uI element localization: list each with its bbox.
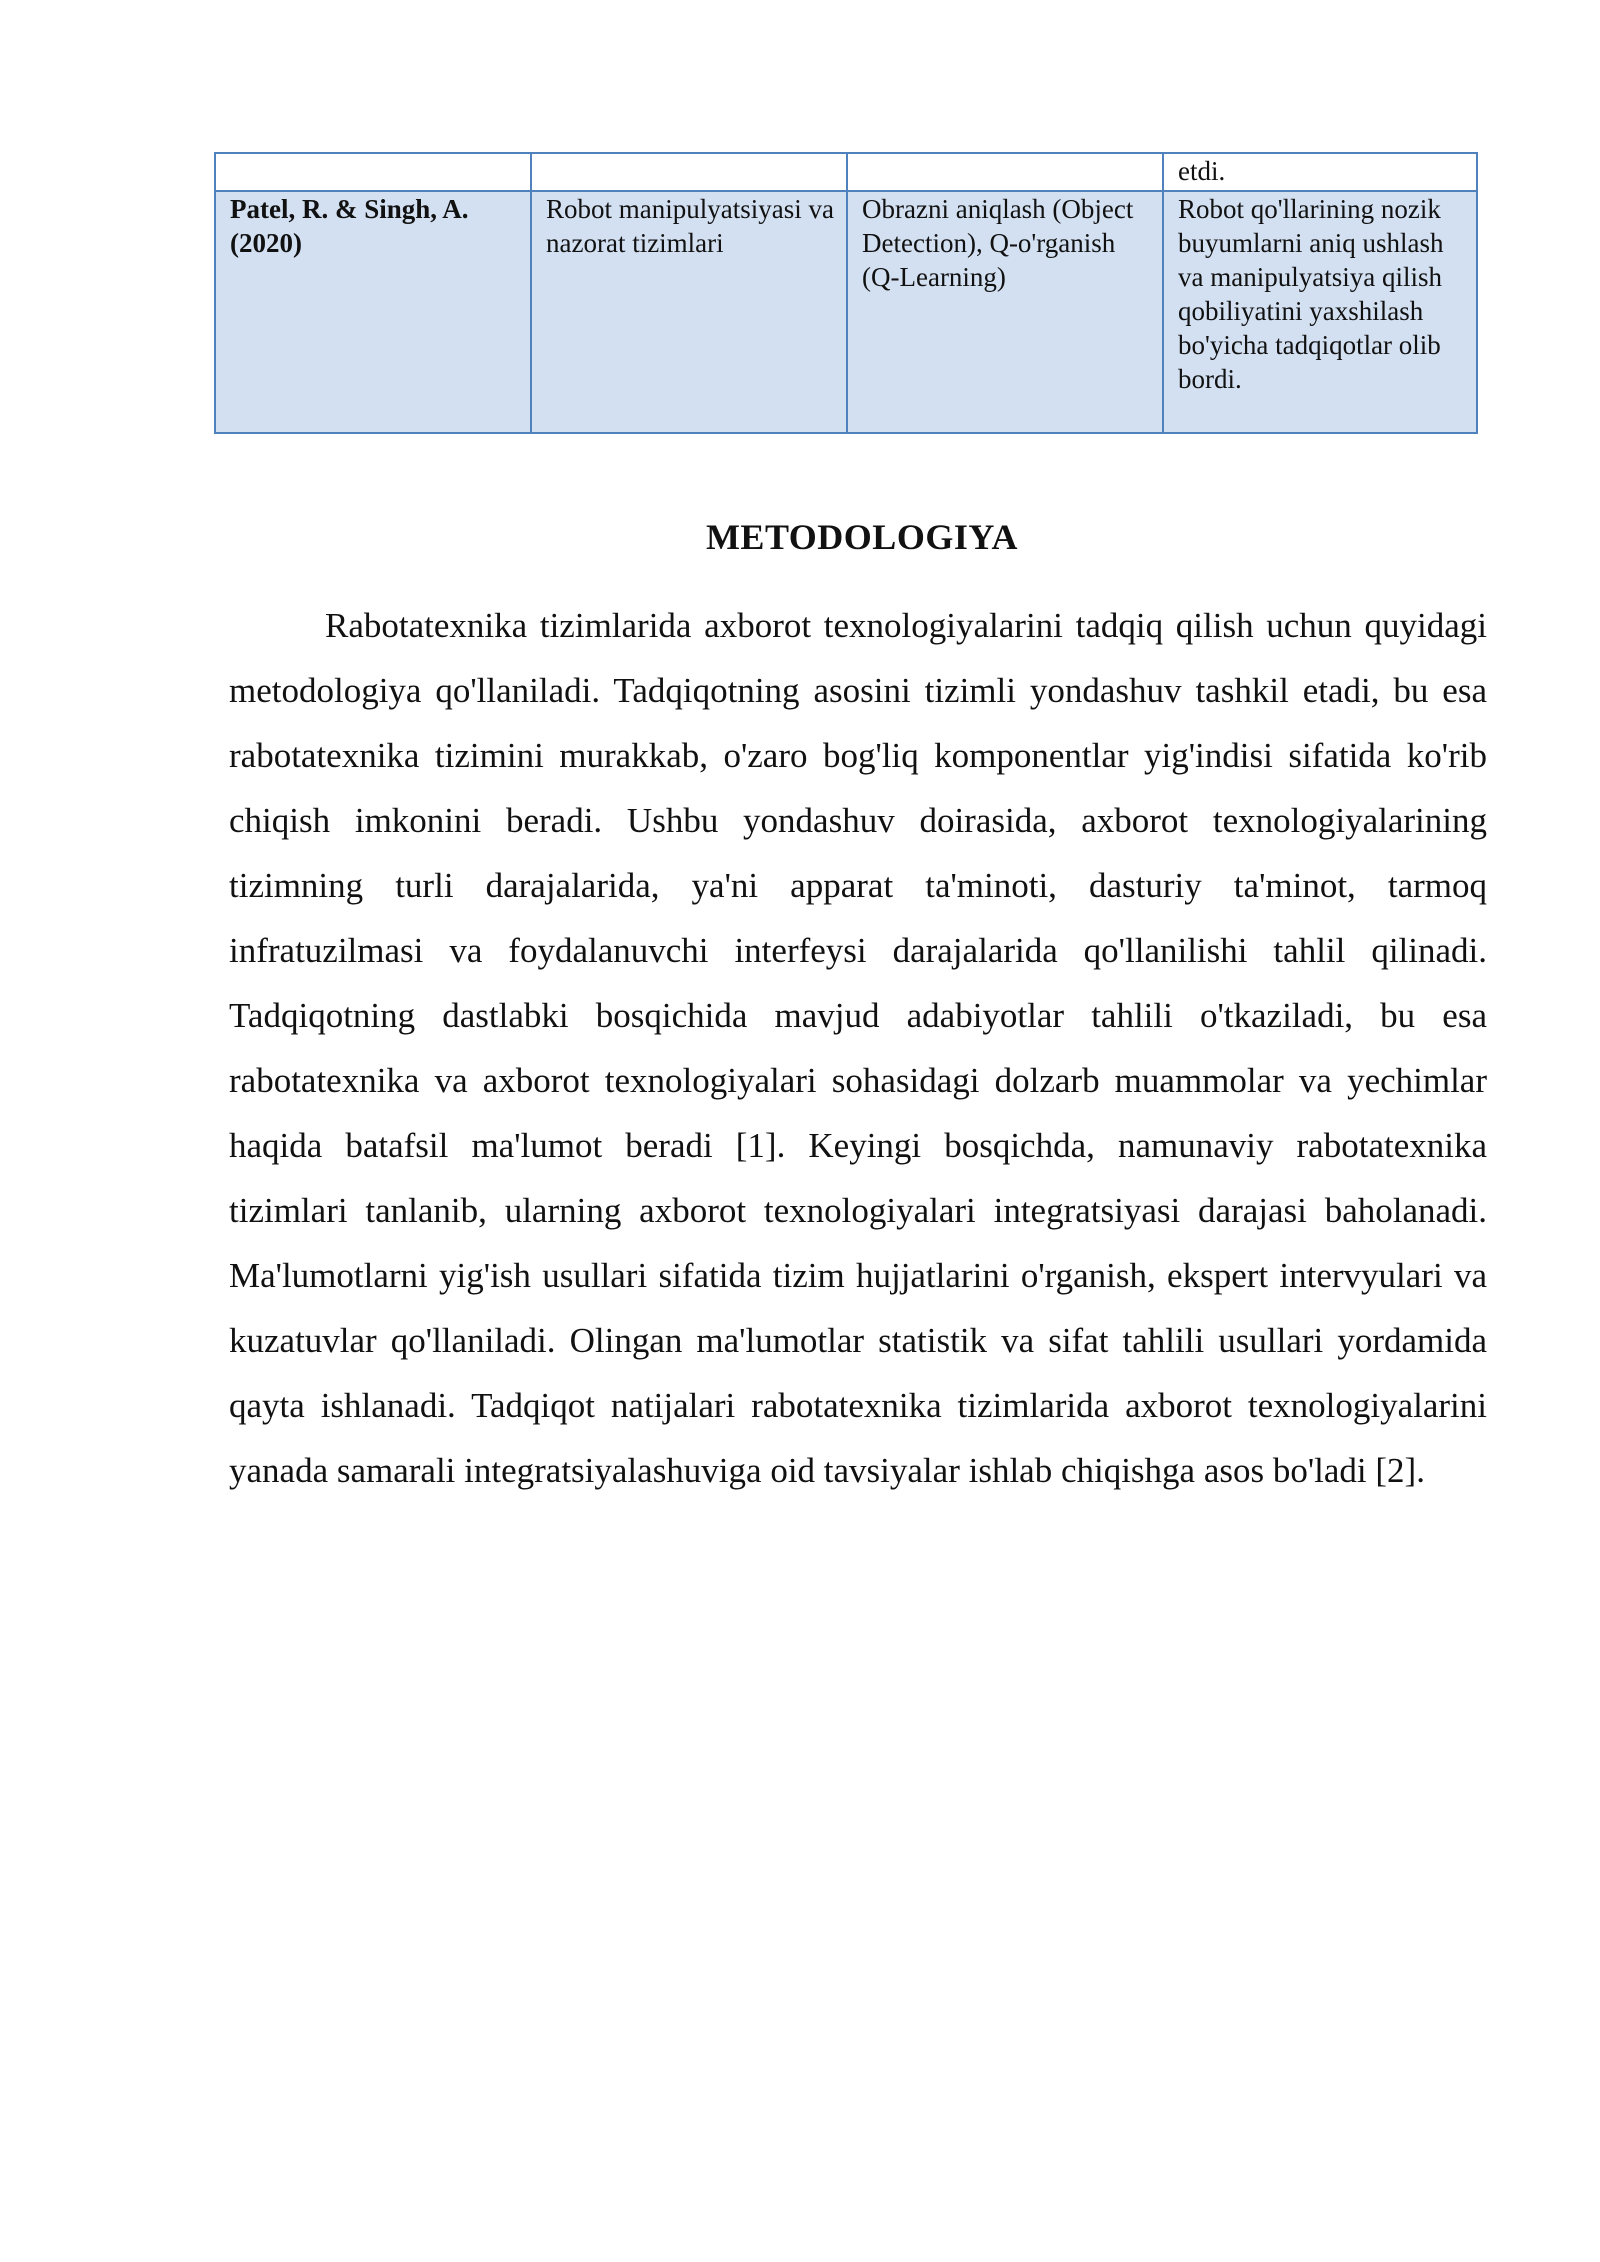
table-cell [847,153,1163,191]
table-cell: etdi. [1163,153,1477,191]
literature-table [214,152,1478,434]
table-cell-author: Patel, R. & Singh, A. (2020) [215,191,531,433]
table-cell [215,153,531,191]
body-paragraph: Rabotatexnika tizimlarida axborot texnologiyalarini tadqiq qilish uchun quyidagi metodologiya qo'llaniladi. Tadqiqotning asosini tizimli yondashuv tashkil etadi, bu esa rabotatexnika tizimini murakkab, o'zaro bog'liq komponentlar yig'indisi sifatida ko'rib chiqish imkonini beradi. Ushbu yondashuv doirasida, axborot texnologiyalarining tizimning turli darajalarida, ya'ni apparat ta'minoti, dasturiy ta'minot, tarmoq infratuzilmasi va foydalanuvchi interfeysi darajalarida qo'llanilishi tahlil qilinadi. Tadqiqotning dastlabki bosqichida mavjud adabiyotlar tahlili o'tkaziladi, bu esa rabotatexnika va axborot texnologiyalari sohasidagi dolzarb muammolar va yechimlar haqida batafsil ma'lumot beradi [1]. Keyingi bosqichda, namunaviy rabotatexnika tizimlari tanlanib, ularning axborot texnologiyalari integratsiyasi darajasi baholanadi. Ma'lumotlarni yig'ish usullari sifatida tizim hujjatlarini o'rganish, ekspert intervyulari va kuzatuvlar qo'llaniladi. Olingan ma'lumotlar statistik va sifat tahlili usullari yordamida qayta ishlanadi. Tadqiqot natijalari rabotatexnika tizimlarida axborot texnologiyalarini yanada samarali integratsiyalashuviga oid tavsiyalar ishlab chiqishga asos bo'ladi [2]. [229,606,1487,1490]
table-cell [531,153,847,191]
table-row [215,191,1477,433]
table-row-continuation [215,153,1477,191]
table-cell-field: Robot manipulyatsiyasi va nazorat tizimlari [531,191,847,433]
section-heading: METODOLOGIYA [705,517,1019,557]
table-cell-result: Robot qo'llarining nozik buyumlarni aniq ushlash va manipulyatsiya qilish qobiliyatini yaxshilash bo'yicha tadqiqotlar olib bordi. [1163,191,1477,433]
table-cell-method: Obrazni aniqlash (Object Detection), Q-o'rganish (Q-Learning) [847,191,1163,433]
